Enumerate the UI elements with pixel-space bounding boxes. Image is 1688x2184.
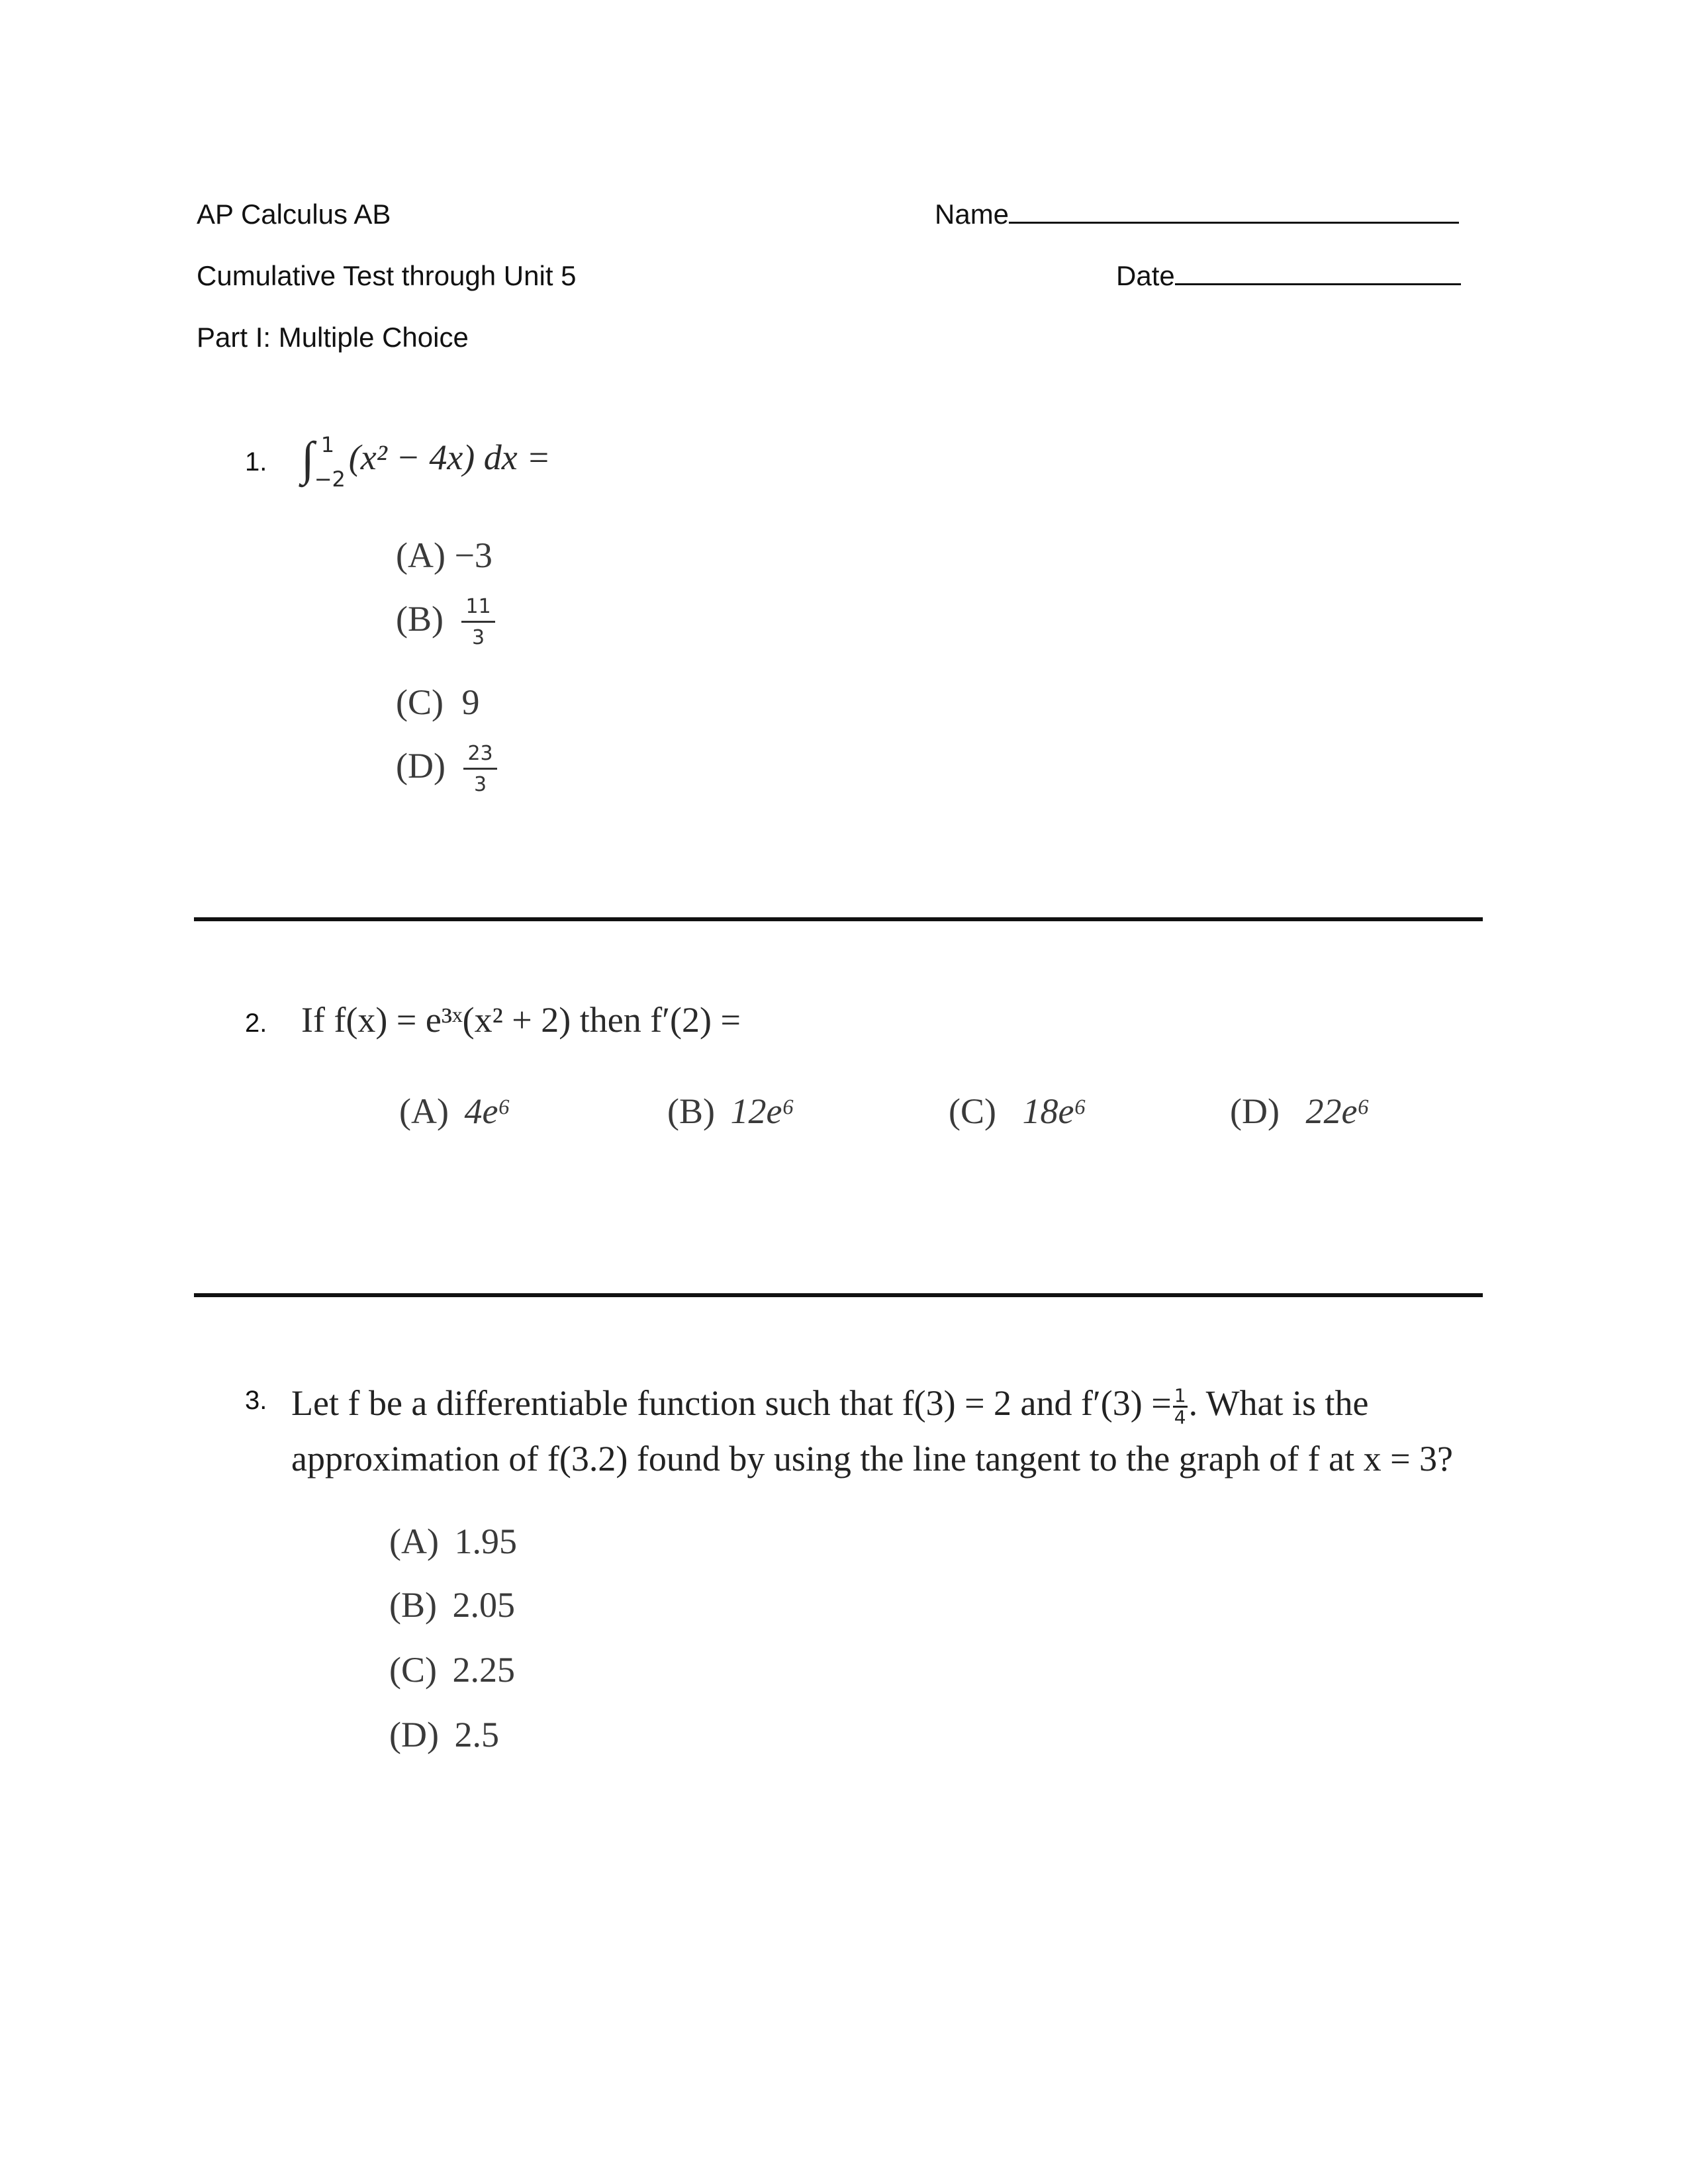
choice-label: (D)	[389, 1715, 439, 1754]
choice-value: 9	[461, 682, 480, 722]
question-number-3: 3.	[245, 1386, 267, 1415]
choice-value: 22e⁶	[1305, 1091, 1370, 1131]
section-divider	[194, 1293, 1483, 1297]
choice-value: 1.95	[454, 1522, 517, 1561]
integral-limits	[314, 432, 348, 492]
q2-choice-b[interactable]	[667, 1091, 794, 1132]
choice-label: (A)	[396, 535, 445, 575]
choice-value: −3	[454, 535, 492, 575]
q1-choice-b[interactable]	[396, 596, 495, 649]
question-number-2: 2.	[245, 1009, 267, 1038]
q2-choice-a[interactable]	[399, 1091, 510, 1132]
course-title: AP Calculus AB	[197, 199, 391, 230]
choice-label: (D)	[396, 745, 445, 786]
name-blank[interactable]	[1009, 222, 1459, 224]
fraction-one-quarter: $\frac{1}{4}$	[1174, 1385, 1186, 1429]
question-1-prompt	[301, 432, 551, 492]
integral-sign-icon: ∫	[301, 432, 314, 485]
question-3-line-1: Let f be a differentiable function such that f(3) = 2 and f′(3) = $\frac{1}{4}$ . What is the	[291, 1383, 1369, 1429]
choice-value: 2.5	[454, 1715, 499, 1754]
date-label: Date	[1116, 260, 1175, 291]
choice-value: 2.05	[452, 1585, 515, 1625]
choice-label: (A)	[399, 1091, 449, 1131]
choice-label: (B)	[396, 598, 444, 639]
choice-label: (B)	[389, 1585, 437, 1625]
choice-fraction: $\frac{23}{3}$	[463, 743, 496, 796]
choice-label: (B)	[667, 1091, 715, 1131]
choice-label: (A)	[389, 1522, 439, 1561]
date-blank[interactable]	[1175, 283, 1461, 285]
section-divider	[194, 917, 1483, 921]
choice-label: (C)	[949, 1091, 996, 1131]
part-title: Part I: Multiple Choice	[197, 322, 469, 353]
integral-lower-limit: −2	[314, 466, 346, 492]
question-2-prompt: If f(x) = e³ˣ(x² + 2) then f′(2) =	[301, 1000, 741, 1040]
name-label: Name	[935, 199, 1009, 230]
choice-value: 12e⁶	[730, 1091, 795, 1131]
q1-choice-c[interactable]	[396, 682, 479, 723]
question-3-line-2: approximation of f(3.2) found by using the line tangent to the graph of f at x = 3?	[291, 1439, 1454, 1479]
q3-choice-d[interactable]	[389, 1714, 499, 1755]
choice-value: 18e⁶	[1022, 1091, 1087, 1131]
q3-choice-b[interactable]	[389, 1584, 515, 1625]
question-number-1: 1.	[245, 447, 267, 477]
choice-fraction: $\frac{11}{3}$	[461, 596, 494, 649]
choice-value: 4e⁶	[464, 1091, 511, 1131]
q2-choice-d[interactable]	[1230, 1091, 1370, 1132]
choice-value: 2.25	[452, 1650, 515, 1690]
q1-choice-a[interactable]	[396, 535, 492, 576]
q2-choice-c[interactable]	[949, 1091, 1086, 1132]
choice-label: (D)	[1230, 1091, 1280, 1131]
q1-choice-d[interactable]	[396, 743, 497, 796]
question-3-prompt	[291, 1375, 1453, 1486]
choice-label: (C)	[389, 1650, 437, 1690]
q3-choice-c[interactable]	[389, 1649, 515, 1690]
date-field[interactable]	[1116, 260, 1461, 292]
test-title: Cumulative Test through Unit 5	[197, 260, 577, 291]
integral-upper-limit: 1	[320, 432, 335, 457]
integrand: (x² − 4x) dx =	[348, 437, 551, 477]
choice-label: (C)	[396, 682, 444, 722]
q3-choice-a[interactable]	[389, 1521, 517, 1562]
name-field[interactable]	[935, 199, 1459, 230]
